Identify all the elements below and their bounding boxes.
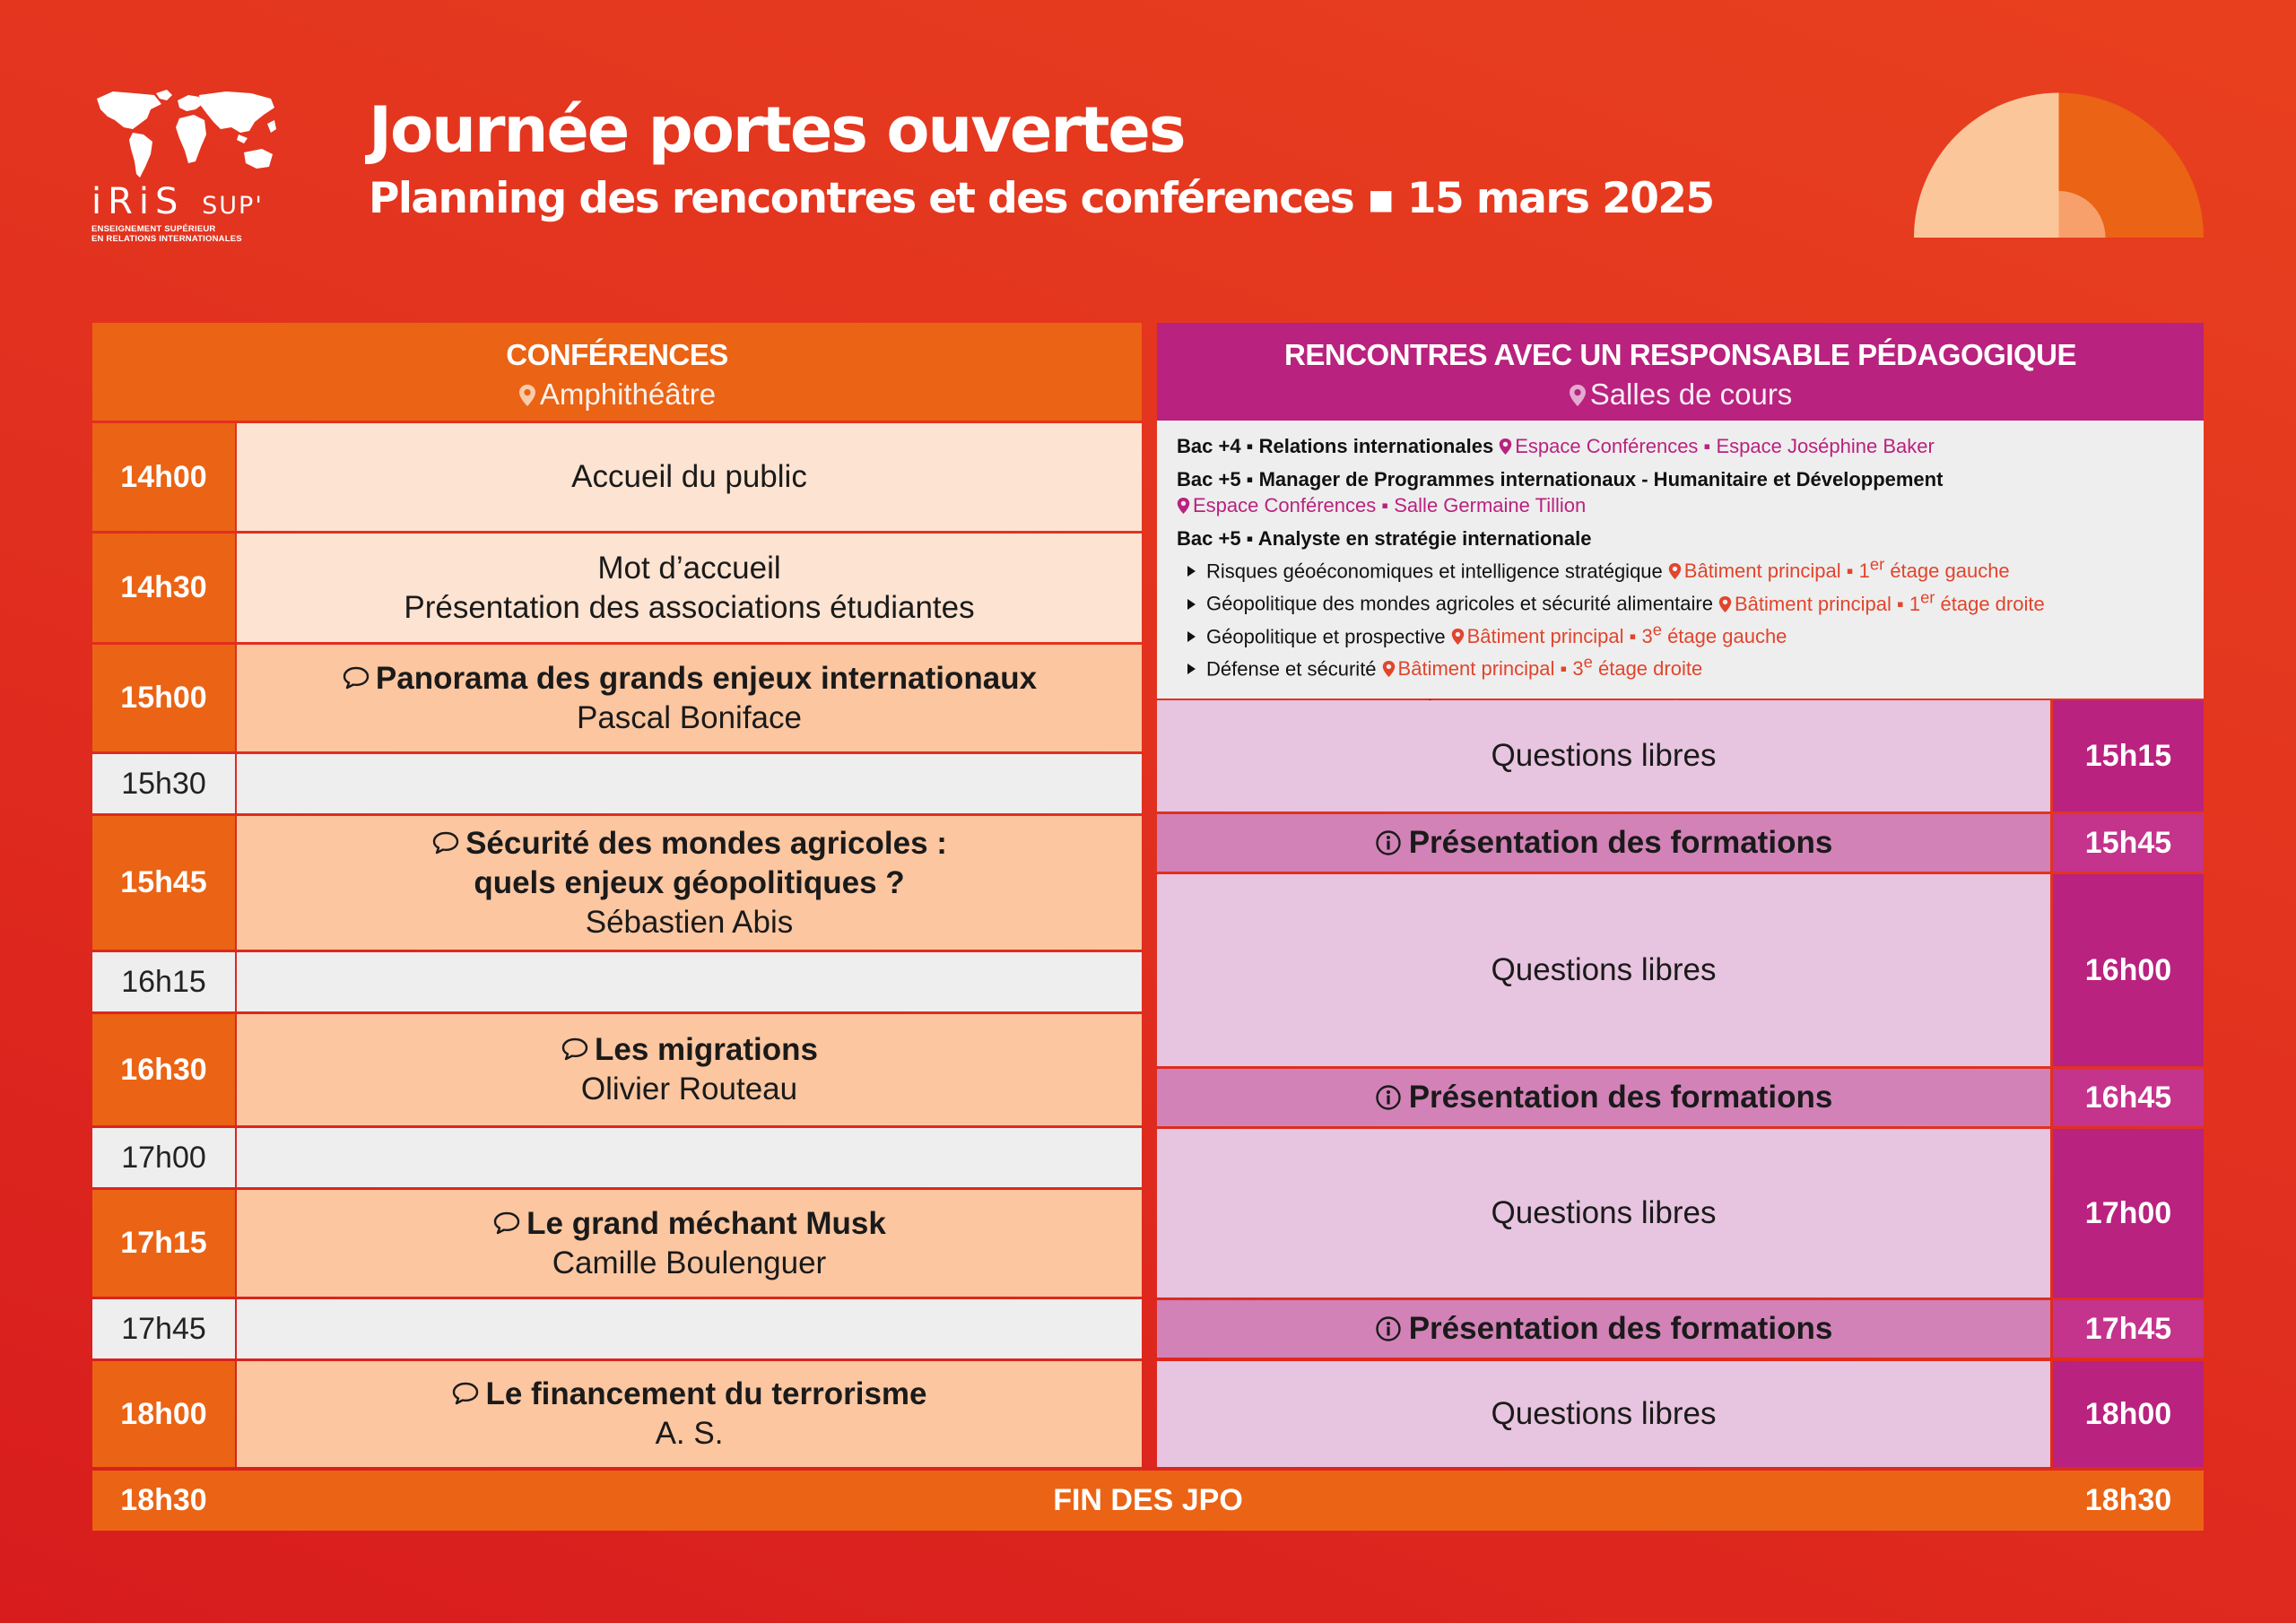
meetings-location (1157, 375, 2204, 414)
program-bac5-manager (1177, 466, 2184, 518)
conference-title: Les migrations (595, 1032, 818, 1067)
world-map-icon (91, 88, 280, 182)
break-cell (237, 952, 1142, 1011)
iris-sup-logo (91, 88, 284, 244)
conference-cell (237, 1014, 1142, 1125)
info-circle-icon (1375, 829, 1402, 856)
time-label: 17h00 (92, 1128, 235, 1187)
schedule-cell (237, 534, 1142, 642)
time-label: 18h00 (92, 1361, 235, 1467)
decorative-semicircle-icon (1914, 91, 2204, 238)
program-place: Espace Conférences ▪ Espace Joséphine Baker (1515, 435, 1935, 457)
track-label: Défense et sécurité (1206, 657, 1377, 681)
schedule-cell (237, 423, 1142, 531)
time-label: 14h30 (92, 534, 235, 642)
conference-speaker: Camille Boulenguer (552, 1245, 827, 1280)
track-item (1177, 584, 2184, 616)
location-pin-icon (1382, 660, 1396, 678)
footer-time-right: 18h30 (2084, 1483, 2172, 1517)
meeting-cell (1157, 1300, 2050, 1358)
meeting-cell (1157, 814, 2050, 872)
event-text: Accueil du public (571, 459, 807, 494)
track-place: Bâtiment principal ▪ 3e étage gauche (1466, 620, 1787, 647)
location-pin-icon (1668, 562, 1682, 580)
location-pin-icon (1499, 438, 1512, 456)
page-title: Journée portes ouvertes (369, 93, 1185, 167)
logo-tagline-2: EN RELATIONS INTERNATIONALES (91, 234, 242, 244)
time-label: 17h45 (2053, 1300, 2204, 1358)
program-label: Bac +5 ▪ Manager de Programmes internationaux - Humanitaire et Développement (1177, 468, 1944, 490)
meeting-cell: Questions libres (1157, 874, 2050, 1066)
conferences-header (92, 323, 1142, 421)
track-item (1177, 617, 2184, 649)
end-of-event-bar (92, 1471, 2204, 1531)
meeting-label: Présentation des formations (1408, 1311, 1833, 1346)
program-bac4 (1177, 433, 2184, 459)
time-label: 15h30 (92, 754, 235, 813)
time-label: 15h45 (2053, 814, 2204, 872)
program-bac5-analyst (1177, 525, 2184, 681)
page-subtitle: Planning des rencontres et des conférences ▪ 15 mars 2025 (369, 174, 1714, 223)
info-circle-icon (1375, 1084, 1402, 1111)
speech-bubble-icon (431, 830, 460, 855)
conference-title: Le financement du terrorisme (485, 1376, 927, 1411)
location-pin-icon (1569, 384, 1587, 407)
footer-label: FIN DES JPO (1053, 1483, 1243, 1517)
meeting-label: Présentation des formations (1408, 825, 1833, 860)
time-label: 16h00 (2053, 874, 2204, 1066)
location-pin-icon (1718, 595, 1732, 613)
track-label: Géopolitique et prospective (1206, 624, 1446, 647)
track-label: Géopolitique des mondes agricoles et sécurité alimentaire (1206, 592, 1713, 615)
info-circle-icon (1375, 1315, 1402, 1342)
conference-title: Sécurité des mondes agricoles : (465, 825, 947, 861)
track-item (1177, 649, 2184, 681)
program-label: Bac +4 ▪ Relations internationales (1177, 435, 1494, 457)
track-place: Bâtiment principal ▪ 1er étage droite (1734, 587, 2045, 615)
track-label: Risques géoéconomiques et intelligence stratégique (1206, 560, 1663, 583)
meeting-cell: Questions libres (1157, 700, 2050, 812)
track-place: Bâtiment principal ▪ 1er étage gauche (1683, 555, 2010, 583)
conference-speaker: Sébastien Abis (585, 904, 794, 940)
break-cell (237, 754, 1142, 813)
meeting-cell: Questions libres (1157, 1361, 2050, 1467)
time-label: 16h30 (92, 1014, 235, 1125)
event-text: Présentation des associations étudiantes (404, 589, 975, 625)
conference-speaker: Olivier Routeau (580, 1072, 798, 1107)
time-label: 16h15 (92, 952, 235, 1011)
meetings-title: RENCONTRES AVEC UN RESPONSABLE PÉDAGOGIQUE (1284, 338, 2076, 371)
conferences-location-label: Amphithéâtre (539, 378, 717, 411)
location-pin-icon (518, 384, 536, 407)
conference-title-line-2: quels enjeux géopolitiques ? (474, 864, 905, 900)
meeting-cell: Questions libres (1157, 1129, 2050, 1298)
speech-bubble-icon (342, 665, 370, 690)
location-pin-icon (1177, 497, 1190, 515)
speech-bubble-icon (492, 1211, 521, 1236)
speech-bubble-icon (561, 1037, 589, 1062)
time-label: 17h45 (92, 1299, 235, 1358)
time-label: 14h00 (92, 423, 235, 531)
time-label: 15h00 (92, 645, 235, 751)
break-cell (237, 1299, 1142, 1358)
conference-title: Le grand méchant Musk (526, 1205, 886, 1241)
time-label: 17h00 (2053, 1129, 2204, 1298)
time-label: 18h00 (2053, 1361, 2204, 1467)
conference-cell (237, 1361, 1142, 1467)
speech-bubble-icon (451, 1381, 480, 1406)
program-label: Bac +5 ▪ Analyste en stratégie internationale (1177, 527, 1592, 550)
logo-wordmark: iRiS SUP' (91, 181, 264, 222)
meetings-location-label: Salles de cours (1589, 378, 1793, 411)
logo-tagline-1: ENSEIGNEMENT SUPÉRIEUR (91, 224, 216, 234)
conference-speaker: A. S. (655, 1416, 724, 1451)
conference-cell (237, 816, 1142, 950)
time-label: 16h45 (2053, 1069, 2204, 1126)
track-place: Bâtiment principal ▪ 3e étage droite (1397, 652, 1703, 681)
time-label: 15h45 (92, 816, 235, 950)
conference-cell (237, 645, 1142, 751)
meeting-cell (1157, 1069, 2050, 1126)
time-label: 15h15 (2053, 700, 2204, 812)
conference-cell (237, 1190, 1142, 1297)
conference-title: Panorama des grands enjeux internationaux (375, 660, 1038, 696)
conferences-location (92, 375, 1142, 414)
meeting-label: Présentation des formations (1408, 1080, 1833, 1115)
meetings-header (1157, 323, 2204, 421)
break-cell (237, 1128, 1142, 1187)
program-place: Espace Conférences ▪ Salle Germaine Tillion (1193, 494, 1587, 516)
time-label: 17h15 (92, 1190, 235, 1297)
programs-info (1157, 421, 2204, 699)
location-pin-icon (1451, 628, 1465, 646)
footer-time-left: 18h30 (120, 1483, 207, 1517)
track-item (1177, 551, 2184, 584)
conferences-title: CONFÉRENCES (506, 338, 728, 371)
conference-speaker: Pascal Boniface (577, 699, 802, 735)
event-text: Mot d’accueil (597, 550, 781, 586)
